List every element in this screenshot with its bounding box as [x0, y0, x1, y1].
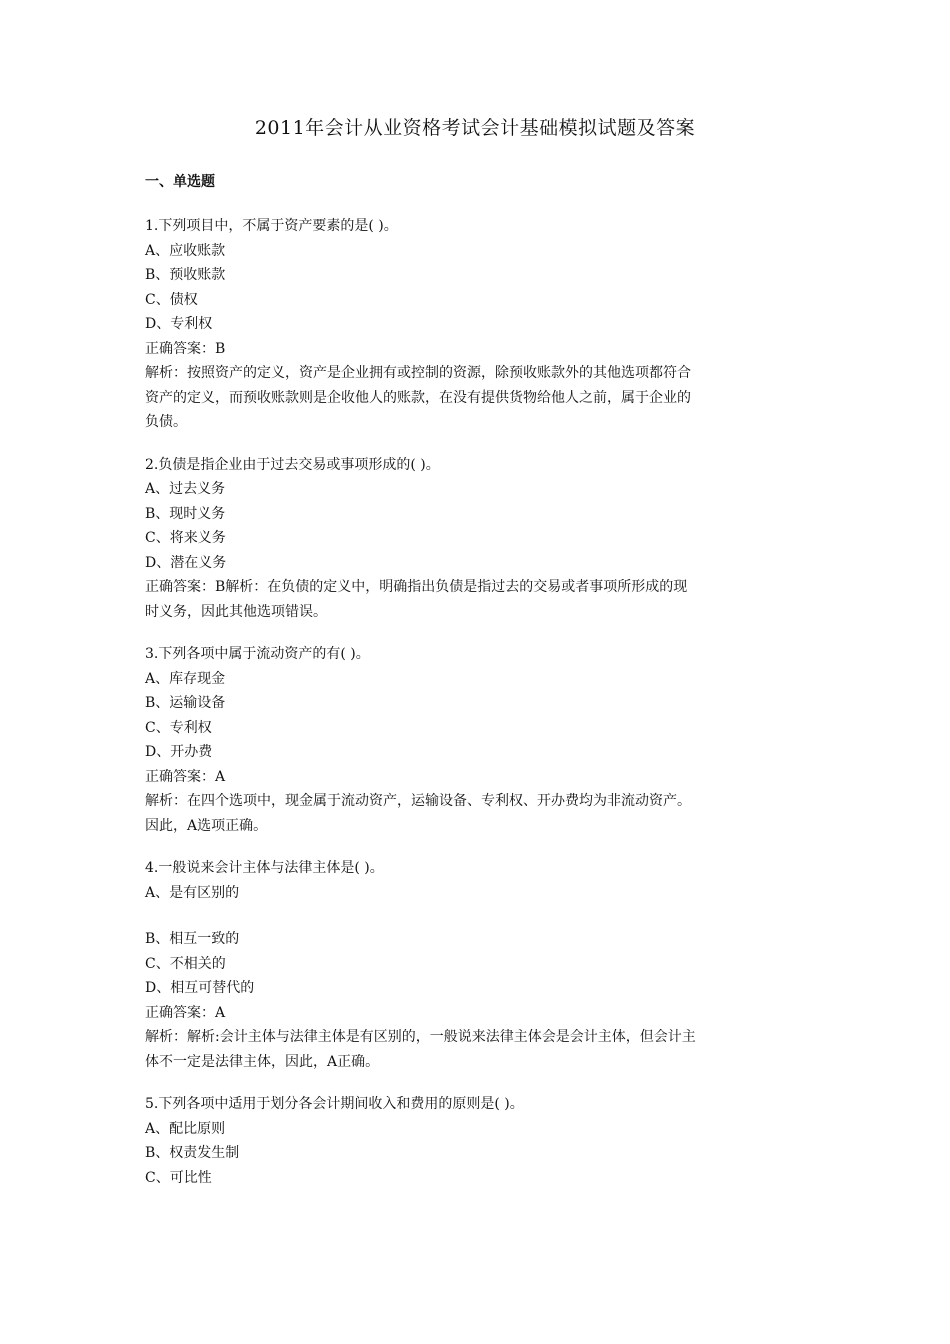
question-stem: 1.下列项目中，不属于资产要素的是( )。	[145, 218, 398, 234]
analysis-line-1: 解析：在四个选项中，现金属于流动资产，运输设备、专利权、开办费均为非流动资产。	[145, 793, 691, 809]
option-c: C、可比性	[145, 1169, 212, 1186]
option-d: D、潜在义务	[145, 554, 227, 571]
option-b: B、运输设备	[145, 695, 226, 711]
question-stem: 3.下列各项中属于流动资产的有( )。	[145, 646, 370, 662]
option-b: B、预收账款	[145, 267, 226, 283]
option-c: C、将来义务	[145, 530, 226, 546]
option-a: A、过去义务	[145, 481, 226, 497]
answer-line: 正确答案：A	[145, 768, 226, 785]
option-a: A、是有区别的	[145, 884, 240, 901]
analysis-line-1: 解析：解析:会计主体与法律主体是有区别的，一般说来法律主体会是会计主体，但会计主	[145, 1029, 696, 1045]
document-title: 2011年会计从业资格考试会计基础模拟试题及答案	[254, 117, 696, 139]
blank-gap	[145, 905, 815, 927]
section-heading: 一、单选题	[145, 174, 215, 190]
option-b: B、相互一致的	[145, 931, 240, 947]
analysis-line-2: 体不一定是法律主体，因此，A正确。	[145, 1053, 380, 1070]
document-page	[145, 110, 815, 1208]
option-c: C、债权	[145, 291, 198, 308]
analysis-line-1: 解析：按照资产的定义，资产是企业拥有或控制的资源，除预收账款外的其他选项都符合	[145, 365, 691, 381]
answer-line: 正确答案：B	[145, 340, 226, 357]
question-4	[145, 856, 815, 1074]
analysis-line-2: 因此，A选项正确。	[145, 817, 268, 834]
option-d: D、开办费	[145, 744, 213, 760]
analysis-line-1: 时义务，因此其他选项错误。	[145, 603, 327, 620]
answer-line: 正确答案：A	[145, 1004, 226, 1021]
option-c: C、专利权	[145, 719, 212, 736]
option-b: B、权责发生制	[145, 1145, 240, 1161]
option-a: A、应收账款	[145, 242, 226, 259]
question-5	[145, 1092, 815, 1190]
option-d: D、相互可替代的	[145, 980, 255, 996]
analysis-line-3: 负债。	[145, 414, 187, 430]
analysis-line-2: 资产的定义，而预收账款则是企收他人的账款，在没有提供货物给他人之前，属于企业的	[145, 389, 691, 406]
question-2	[145, 453, 815, 625]
question-stem: 2.负债是指企业由于过去交易或事项形成的( )。	[145, 456, 440, 473]
option-c: C、不相关的	[145, 955, 226, 972]
option-a: A、库存现金	[145, 670, 226, 687]
answer-line: 正确答案：B解析：在负债的定义中，明确指出负债是指过去的交易或者事项所形成的现	[145, 579, 688, 595]
question-stem: 4.一般说来会计主体与法律主体是( )。	[145, 860, 384, 876]
question-3	[145, 642, 815, 838]
question-1	[145, 214, 815, 435]
option-a: A、配比原则	[145, 1120, 226, 1137]
question-stem: 5.下列各项中适用于划分各会计期间收入和费用的原则是( )。	[145, 1096, 524, 1112]
option-d: D、专利权	[145, 316, 213, 332]
option-b: B、现时义务	[145, 505, 226, 522]
